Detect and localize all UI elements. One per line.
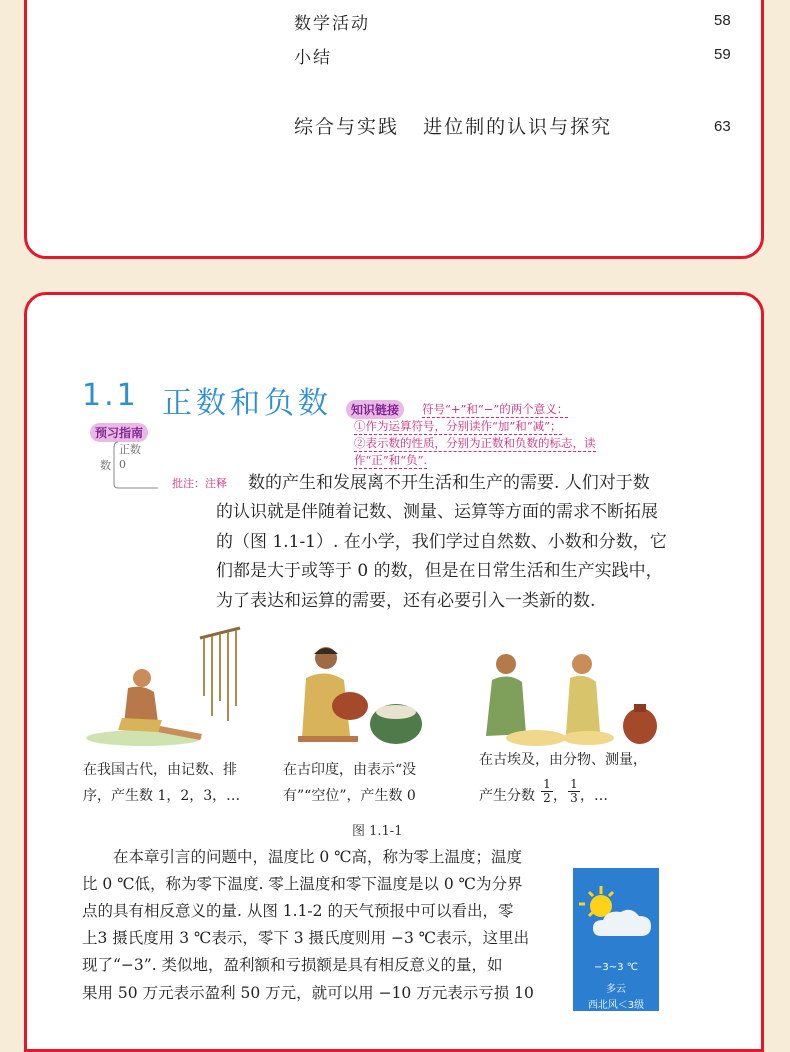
intro-line: 为了表达和运算的需要，还有必要引入一类新的数. xyxy=(216,591,596,611)
weather-temperature: −3~3 ℃ xyxy=(594,962,638,973)
caption-line: 在古印度，由表示“没 xyxy=(283,762,417,778)
fraction-separator: ， xyxy=(553,788,567,804)
knowledge-link-label: 知识链接 xyxy=(351,403,400,417)
caption-line: 序，产生数 1，2，3，… xyxy=(83,788,241,804)
knowledge-link-line: 作“正”和“负”. xyxy=(354,453,428,467)
fraction-numerator: 1 xyxy=(570,777,578,791)
tree-root: 数 xyxy=(100,459,111,472)
fraction-third xyxy=(568,778,580,805)
toc-item-title[interactable]: 综合与实践 进位制的认识与探究 xyxy=(294,116,613,138)
toc-item-title[interactable]: 小结 xyxy=(294,48,332,68)
toc-item-page: 59 xyxy=(714,46,731,63)
toc-item-title[interactable]: 数学活动 xyxy=(294,14,370,34)
margin-note: 批注：注释 xyxy=(172,477,227,490)
preview-guide-label: 预习指南 xyxy=(95,426,144,440)
body-line: 上3 摄氏度用 3 ℃表示，零下 3 摄氏度则用 −3 ℃表示，这里出 xyxy=(82,929,530,947)
caption-line: 产生分数 xyxy=(479,788,535,804)
intro-line: 的认识就是伴随着记数、测量、运算等方面的需求不断拓展 xyxy=(216,502,658,522)
figure-label: 图 1.1-1 xyxy=(352,824,403,839)
ancient-egypt-illustration xyxy=(470,648,662,748)
fraction-half xyxy=(541,778,553,805)
body-line: 在本章引言的问题中，温度比 0 ℃高，称为零上温度；温度 xyxy=(82,848,523,866)
knowledge-link-line: 符号“+”和“−”的两个意义： xyxy=(422,402,569,416)
intro-line: 们都是大于或等于 0 的数，但是在日常生活和生产实践中， xyxy=(216,561,663,581)
partly-cloudy-icon xyxy=(579,884,655,948)
body-line: 比 0 ℃低，称为零下温度. 零上温度和零下温度是以 0 ℃为分界 xyxy=(82,875,523,893)
weather-forecast-card xyxy=(573,868,659,1011)
intro-line: 的（图 1.1-1）. 在小学，我们学过自然数、小数和分数，它 xyxy=(216,532,667,552)
fraction-denominator: 3 xyxy=(568,791,580,805)
caption-line: 在古埃及，由分物、测量， xyxy=(479,752,647,768)
tree-item: 正数 xyxy=(119,443,141,456)
body-line: 点的具有相反意义的量. 从图 1.1-2 的天气预报中可以看出，零 xyxy=(82,902,514,920)
ancient-india-illustration xyxy=(284,640,424,748)
fraction-numerator: 1 xyxy=(543,777,551,791)
knowledge-link-line: ①作为运算符号，分别读作“加”和“减”； xyxy=(354,419,562,433)
weather-condition: 多云 xyxy=(606,984,626,995)
body-line: 现了“−3”. 类似地，盈利额和亏损额是具有相反意义的量，如 xyxy=(82,956,503,974)
weather-wind: 西北风＜3级 xyxy=(587,1000,645,1011)
body-line: 果用 50 万元表示盈利 50 万元，就可以用 −10 万元表示亏损 10 xyxy=(82,984,534,1002)
ancient-china-illustration xyxy=(84,626,249,748)
caption-ellipsis: ，… xyxy=(580,788,608,804)
caption-line: 在我国古代，由记数、排 xyxy=(83,762,237,778)
section-title: 正数和负数 xyxy=(162,386,332,421)
toc-item-page: 63 xyxy=(714,118,731,135)
intro-line: 数的产生和发展离不开生活和生产的需要. 人们对于数 xyxy=(248,473,650,493)
knowledge-link-badge xyxy=(346,400,404,419)
section-number: 1.1 xyxy=(82,378,139,413)
toc-item-page: 58 xyxy=(714,12,731,29)
knowledge-link-line: ②表示数的性质，分别为正数和负数的标志，读 xyxy=(354,436,596,450)
caption-line: 有”“空位”，产生数 0 xyxy=(283,788,416,804)
tree-item: 0 xyxy=(119,458,126,471)
fraction-denominator: 2 xyxy=(541,791,553,805)
